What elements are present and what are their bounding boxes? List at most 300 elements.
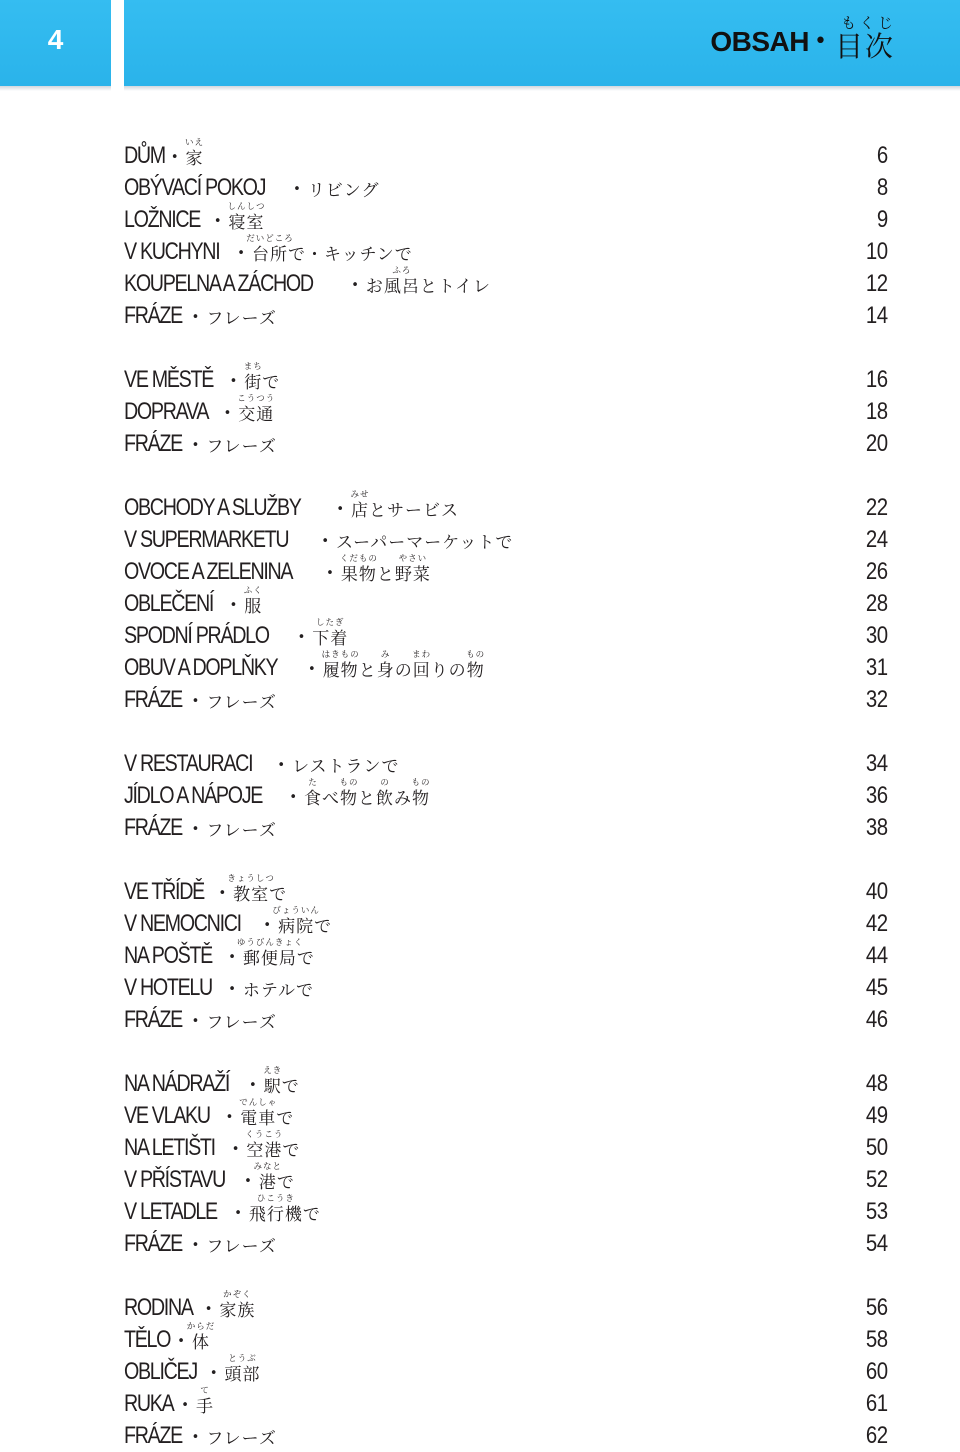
kanji-text: 電車 <box>240 1109 277 1129</box>
page-title-czech: OBSAH <box>710 26 809 57</box>
entry-czech-title: DŮM <box>124 142 165 169</box>
bullet-separator: • <box>228 982 236 997</box>
entry-page-number: 56 <box>866 1294 888 1321</box>
toc-entry[interactable] <box>124 140 888 172</box>
entry-czech-title: FRÁZE <box>124 302 182 329</box>
bullet-separator: • <box>191 1238 200 1253</box>
toc-entry[interactable] <box>124 1420 888 1452</box>
entry-japanese-title <box>224 1354 261 1386</box>
toc-entry-title <box>124 174 379 202</box>
bullet-separator: • <box>244 1174 252 1189</box>
ruby-kanji <box>394 554 431 586</box>
entry-page-number: 12 <box>866 270 888 297</box>
furigana-reading: きょうしつ <box>227 874 275 884</box>
kana-text: で <box>314 917 333 937</box>
bullet-separator: • <box>326 566 334 581</box>
toc-entry[interactable] <box>124 1196 888 1228</box>
entry-czech-title: JÍDLO A NÁPOJE <box>124 782 263 809</box>
entry-page-number: 58 <box>866 1326 888 1353</box>
entry-japanese-title <box>350 490 460 522</box>
bullet-separator: • <box>336 502 345 517</box>
toc-entry[interactable] <box>124 524 888 556</box>
entry-page-number: 49 <box>866 1102 888 1129</box>
entry-czech-title: LOŽNICE <box>124 206 201 233</box>
entry-page-number: 30 <box>866 622 888 649</box>
bullet-separator: • <box>191 822 200 837</box>
toc-entry-title <box>124 1290 256 1322</box>
entry-japanese-title <box>245 1130 301 1162</box>
kana-text: で <box>269 885 288 905</box>
toc-entry-title <box>124 302 277 330</box>
kanji-text: 服 <box>244 597 263 617</box>
page-title-japanese <box>835 16 895 64</box>
kanji-text: 頭部 <box>224 1365 261 1385</box>
entry-czech-title: NA LETIŠTI <box>124 1134 215 1161</box>
entry-japanese-title <box>263 1066 300 1098</box>
bullet-separator: • <box>289 790 298 805</box>
entry-czech-title: VE MĚSTĚ <box>124 366 214 393</box>
page-title-kanji: 目次 <box>834 30 895 63</box>
kanji-text: 野菜 <box>394 565 431 585</box>
entry-page-number: 46 <box>866 1006 888 1033</box>
furigana-reading: もの <box>411 778 431 788</box>
entry-page-number: 20 <box>866 430 888 457</box>
kana-text: と <box>376 565 395 585</box>
entry-japanese-title <box>206 436 276 458</box>
bullet-separator: • <box>209 1366 218 1381</box>
entry-japanese-title <box>206 1428 276 1450</box>
kana-text: の <box>394 661 413 681</box>
entry-japanese-title <box>336 532 513 554</box>
entry-page-number: 38 <box>866 814 888 841</box>
furigana-reading: みせ <box>350 490 370 500</box>
bullet-separator: • <box>229 598 238 613</box>
kana-text: フレーズ <box>206 309 277 329</box>
bullet-separator: • <box>228 950 236 965</box>
entry-czech-title: FRÁZE <box>124 814 182 841</box>
bullet-separator: • <box>225 1110 234 1125</box>
furigana-reading: かぞく <box>223 1290 252 1300</box>
page-title <box>710 16 895 64</box>
entry-page-number: 34 <box>866 750 888 777</box>
kanji-text: 店 <box>351 501 370 521</box>
bullet-separator: • <box>191 310 200 325</box>
bullet-separator: • <box>177 1334 185 1349</box>
entry-japanese-title <box>312 618 349 650</box>
kanji-text: 手 <box>195 1397 214 1417</box>
kana-text: と <box>358 661 377 681</box>
toc-entry-title <box>124 1066 300 1098</box>
toc-entry[interactable] <box>124 172 888 204</box>
kanji-text: 物 <box>466 661 485 681</box>
kana-text: フレーズ <box>206 1429 277 1449</box>
entry-page-number: 54 <box>866 1230 888 1257</box>
ruby-kanji <box>376 650 395 682</box>
furigana-reading: みなと <box>253 1162 283 1172</box>
kana-text: ホテルで <box>242 981 315 1001</box>
kana-text: レストランで <box>292 757 400 777</box>
kanji-text: 食 <box>304 789 323 809</box>
furigana-reading: こうつう <box>237 394 276 404</box>
toc-entry[interactable] <box>124 204 888 236</box>
ruby-kanji <box>248 1194 303 1226</box>
furigana-reading: からだ <box>186 1322 216 1332</box>
kana-text: フレーズ <box>206 821 277 841</box>
entry-page-number: 44 <box>866 942 888 969</box>
kanji-text: 家 <box>185 149 204 169</box>
kanji-text: 風呂 <box>383 277 420 297</box>
toc-entry[interactable] <box>124 684 888 716</box>
ruby-kanji <box>245 1130 284 1162</box>
entry-japanese-title <box>186 1322 216 1354</box>
toc-entry[interactable] <box>124 940 888 972</box>
entry-page-number: 53 <box>866 1198 888 1225</box>
entry-page-number: 28 <box>866 590 888 617</box>
entry-page-number: 36 <box>866 782 888 809</box>
entry-japanese-title <box>206 1012 276 1034</box>
toc-entry[interactable] <box>124 1228 888 1260</box>
bullet-separator: • <box>351 278 359 293</box>
entry-japanese-title <box>185 138 205 170</box>
toc-entry-title <box>124 874 288 906</box>
toc-entry[interactable] <box>124 972 888 1004</box>
toc-entry-title <box>124 1098 295 1130</box>
bullet-separator: • <box>237 246 245 261</box>
toc-entry[interactable] <box>124 428 888 460</box>
entry-czech-title: V RESTAURACI <box>124 750 253 777</box>
reading-char: く <box>859 14 877 32</box>
bullet-separator: • <box>277 758 286 773</box>
bullet-separator: • <box>191 438 200 453</box>
furigana-reading: やさい <box>398 554 428 564</box>
entry-page-number: 50 <box>866 1134 888 1161</box>
entry-page-number: 40 <box>866 878 888 905</box>
entry-czech-title: OBCHODY A SLUŽBY <box>124 494 301 521</box>
kana-text: と <box>358 789 377 809</box>
entry-page-number: 45 <box>866 974 888 1001</box>
entry-japanese-title <box>236 938 315 970</box>
entry-japanese-title <box>206 692 276 714</box>
ruby-kanji <box>321 650 360 682</box>
entry-czech-title: FRÁZE <box>124 1230 182 1257</box>
kana-text: お <box>365 277 384 297</box>
toc-entry[interactable] <box>124 492 888 524</box>
toc-entry-title <box>124 974 314 1002</box>
kanji-text: 港 <box>258 1173 277 1193</box>
kana-text: で <box>276 1109 295 1129</box>
entry-japanese-title <box>365 266 492 298</box>
toc-entry[interactable] <box>124 1324 888 1356</box>
entry-czech-title: OBÝVACÍ POKOJ <box>124 174 266 201</box>
toc-entry[interactable] <box>124 748 888 780</box>
entry-czech-title: VE TŘÍDĚ <box>124 878 204 905</box>
bullet-separator: • <box>191 1430 200 1445</box>
toc-entry[interactable] <box>124 236 888 268</box>
bullet-separator: • <box>191 694 200 709</box>
kanji-text: 交通 <box>238 405 275 425</box>
toc-entry-title <box>124 906 333 938</box>
kanji-text: 履物 <box>322 661 359 681</box>
entry-page-number: 26 <box>866 558 888 585</box>
furigana-reading: びょういん <box>272 906 320 916</box>
kana-text: で <box>276 1173 295 1193</box>
toc-entry[interactable] <box>124 1004 888 1036</box>
bullet-separator: • <box>321 534 329 549</box>
entry-page-number: 31 <box>866 654 888 681</box>
toc-entry[interactable] <box>124 620 888 652</box>
kanji-text: 家族 <box>219 1301 256 1321</box>
entry-czech-title: VE VLAKU <box>124 1102 210 1129</box>
toc-entry[interactable] <box>124 268 888 300</box>
entry-page-number: 48 <box>866 1070 888 1097</box>
furigana-reading: もの <box>466 650 486 660</box>
entry-czech-title: OVOCE A ZELENINA <box>124 558 293 585</box>
entry-page-number: 22 <box>866 494 888 521</box>
ruby-kanji <box>243 362 263 394</box>
bullet-separator: • <box>297 630 306 645</box>
ruby-kanji <box>411 778 431 810</box>
kana-text: で <box>281 1077 300 1097</box>
kana-text: べ <box>322 789 341 809</box>
furigana-reading: ひこうき <box>256 1194 295 1204</box>
entry-czech-title: OBLIČEJ <box>124 1358 197 1385</box>
ruby-kanji <box>339 778 359 810</box>
kanji-text: 教室 <box>233 885 270 905</box>
kana-text: で <box>262 373 281 393</box>
ruby-kanji <box>186 1322 216 1354</box>
kana-text: とトイレ <box>419 277 492 297</box>
entry-japanese-title <box>237 394 276 426</box>
toc-entry[interactable] <box>124 364 888 396</box>
furigana-reading: とうぶ <box>228 1354 257 1364</box>
kana-text: み <box>394 789 413 809</box>
entry-japanese-title <box>206 308 276 330</box>
bullet-separator: • <box>249 1078 257 1093</box>
ruby-kanji <box>412 650 432 682</box>
toc-entry-title <box>124 1230 277 1258</box>
entry-japanese-title <box>243 586 263 618</box>
toc-entry[interactable] <box>124 588 888 620</box>
reading-char: じ <box>877 14 895 32</box>
furigana-reading: ふろ <box>392 266 412 276</box>
kana-text: フレーズ <box>206 437 277 457</box>
toc-entry-title <box>124 686 277 714</box>
kana-text: りの <box>430 661 467 681</box>
kanji-text: 物 <box>412 789 431 809</box>
furigana-reading: でんしゃ <box>239 1098 278 1108</box>
header-right-bar <box>124 0 960 86</box>
ruby-kanji <box>263 1066 283 1098</box>
bullet-separator: • <box>218 886 227 901</box>
entry-japanese-title <box>308 180 380 202</box>
reading-char: も <box>840 14 858 32</box>
ruby-kanji <box>227 874 275 906</box>
toc-entry-title <box>124 1354 261 1386</box>
entry-czech-title: V SUPERMARKETU <box>124 526 289 553</box>
furigana-reading: もの <box>339 778 359 788</box>
toc-entry-title <box>124 138 205 170</box>
toc-entry[interactable] <box>124 1132 888 1164</box>
furigana-reading: だいどころ <box>246 234 294 244</box>
entry-page-number: 9 <box>877 206 888 233</box>
ruby-kanji <box>466 650 486 682</box>
entry-czech-title: OBUV A DOPLŇKY <box>124 654 278 681</box>
toc-entry-title <box>124 554 431 586</box>
entry-japanese-title <box>253 1162 295 1194</box>
toc-entry-title <box>124 430 277 458</box>
bullet-separator: • <box>213 214 222 229</box>
entry-japanese-title <box>272 906 333 938</box>
toc-entry-title <box>124 778 431 810</box>
toc-entry-title <box>124 266 492 298</box>
toc-entry[interactable] <box>124 300 888 332</box>
kana-text: フレーズ <box>206 1013 277 1033</box>
entry-japanese-title <box>195 1386 214 1418</box>
entry-page-number: 24 <box>866 526 888 553</box>
kana-text: スーパーマーケットで <box>335 533 514 553</box>
entry-czech-title: KOUPELNA A ZÁCHOD <box>124 270 313 297</box>
furigana-reading: た <box>308 778 318 788</box>
toc-entry-title <box>124 1194 321 1226</box>
entry-page-number: 32 <box>866 686 888 713</box>
ruby-kanji <box>239 1098 278 1130</box>
toc-entry-title <box>124 1162 295 1194</box>
entry-page-number: 52 <box>866 1166 888 1193</box>
kana-text: で <box>296 949 315 969</box>
toc-entry[interactable] <box>124 1068 888 1100</box>
entry-japanese-title <box>227 202 266 234</box>
kanji-text: 寝室 <box>228 213 265 233</box>
kanji-text: 駅 <box>263 1077 282 1097</box>
furigana-reading: ゆうびんきょく <box>236 938 304 948</box>
toc-entry[interactable] <box>124 812 888 844</box>
toc-entry-title <box>124 1422 277 1450</box>
toc-entry[interactable] <box>124 876 888 908</box>
entry-japanese-title <box>243 980 314 1002</box>
toc-entry[interactable] <box>124 1164 888 1196</box>
kanji-text: 回 <box>412 661 431 681</box>
ruby-kanji <box>339 554 378 586</box>
entry-japanese-title <box>321 650 486 682</box>
toc-entry-title <box>124 814 277 842</box>
bullet-separator: • <box>234 1206 242 1221</box>
ruby-kanji <box>383 266 420 298</box>
ruby-kanji <box>350 490 370 522</box>
kanji-text: 身 <box>376 661 395 681</box>
header-left-bar <box>0 0 111 86</box>
kanji-text: 果物 <box>340 565 377 585</box>
toc-entry[interactable] <box>124 1100 888 1132</box>
bullet-separator: • <box>231 1142 240 1157</box>
page-title-reading <box>835 16 895 30</box>
entry-czech-title: DOPRAVA <box>124 398 209 425</box>
kana-text: リビング <box>307 181 380 201</box>
ruby-kanji <box>253 1162 283 1194</box>
bullet-separator: • <box>293 182 301 197</box>
entry-czech-title: FRÁZE <box>124 1006 182 1033</box>
ruby-kanji <box>227 202 266 234</box>
entry-page-number: 16 <box>866 366 888 393</box>
toc-entry[interactable] <box>124 652 888 684</box>
entry-page-number: 14 <box>866 302 888 329</box>
toc-entry[interactable] <box>124 1292 888 1324</box>
toc-entry-title <box>124 1322 216 1354</box>
entry-japanese-title <box>239 1098 295 1130</box>
entry-czech-title: NA POŠTĚ <box>124 942 212 969</box>
entry-czech-title: V LETADLE <box>124 1198 217 1225</box>
furigana-reading: の <box>380 778 390 788</box>
toc-entry[interactable] <box>124 1388 888 1420</box>
entry-czech-title: FRÁZE <box>124 1422 182 1449</box>
toc-entry-title <box>124 750 400 778</box>
furigana-reading: しんしつ <box>227 202 266 212</box>
entry-japanese-title <box>206 1236 276 1258</box>
toc-entry-title <box>124 1386 214 1418</box>
entry-czech-title: RODINA <box>124 1294 193 1321</box>
kanji-text: 台所 <box>251 245 288 265</box>
furigana-reading: したぎ <box>316 618 345 628</box>
kana-text: で <box>282 1141 301 1161</box>
kana-text: とサービス <box>369 501 460 521</box>
ruby-kanji <box>312 618 349 650</box>
toc-entry-title <box>124 1130 301 1162</box>
entry-japanese-title <box>339 554 431 586</box>
kana-text: フレーズ <box>206 1237 277 1257</box>
toc-entry[interactable] <box>124 780 888 812</box>
ruby-kanji <box>304 778 323 810</box>
entry-japanese-title <box>292 756 400 778</box>
furigana-reading: まわ <box>412 650 432 660</box>
toc-entry-title <box>124 938 315 970</box>
kana-text: で <box>302 1205 321 1225</box>
entry-japanese-title <box>206 820 276 842</box>
entry-page-number: 42 <box>866 910 888 937</box>
entry-page-number: 61 <box>866 1390 888 1417</box>
bullet-separator: • <box>170 150 179 165</box>
furigana-reading: て <box>200 1386 210 1396</box>
toc-entry[interactable] <box>124 908 888 940</box>
kanji-text: 空港 <box>246 1141 283 1161</box>
toc-entry-title <box>124 394 276 426</box>
entry-page-number: 10 <box>866 238 888 265</box>
bullet-separator: • <box>223 406 232 421</box>
kanji-text: 飲 <box>376 789 395 809</box>
entry-czech-title: OBLEČENÍ <box>124 590 214 617</box>
toc-entry[interactable] <box>124 1356 888 1388</box>
entry-page-number: 18 <box>866 398 888 425</box>
entry-page-number: 6 <box>877 142 888 169</box>
kana-text: で・キッチンで <box>287 245 413 265</box>
bullet-separator: • <box>191 1014 200 1029</box>
kanji-text: 病院 <box>278 917 315 937</box>
furigana-reading: くだもの <box>339 554 378 564</box>
entry-czech-title: FRÁZE <box>124 430 182 457</box>
entry-czech-title: RUKA <box>124 1390 174 1417</box>
kanji-text: 郵便局 <box>242 949 297 969</box>
furigana-reading: えき <box>263 1066 283 1076</box>
entry-czech-title: SPODNÍ PRÁDLO <box>124 622 269 649</box>
toc-entry-title <box>124 490 460 522</box>
kana-text: フレーズ <box>206 693 277 713</box>
entry-japanese-title <box>246 234 413 266</box>
toc-entry[interactable] <box>124 396 888 428</box>
toc-entry-title <box>124 234 413 266</box>
toc-entry[interactable] <box>124 556 888 588</box>
page-number: 4 <box>47 24 64 55</box>
furigana-reading: いえ <box>185 138 205 148</box>
kanji-text: 体 <box>191 1333 210 1353</box>
ruby-kanji <box>224 1354 261 1386</box>
